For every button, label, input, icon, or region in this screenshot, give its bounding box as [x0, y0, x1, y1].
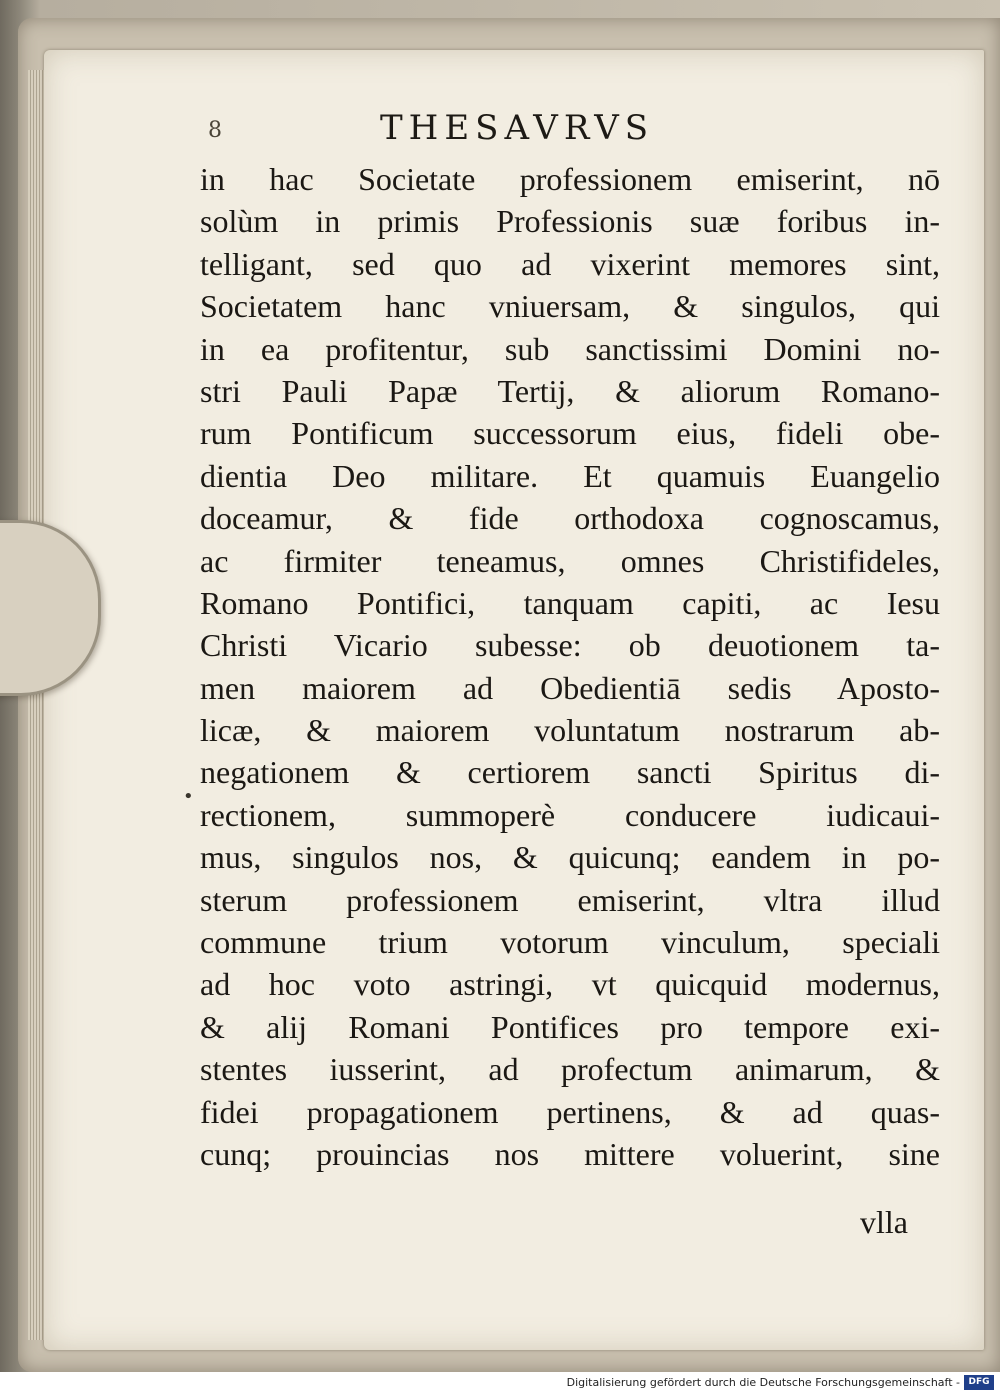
page-edges: [28, 70, 44, 1340]
text-line: Romano Pontifici, tanquam capiti, ac Iesu: [200, 584, 940, 621]
text-line: cunq; prouincias nos mittere voluerint, sine: [200, 1135, 940, 1172]
text-line: men maiorem ad Obedientiā sedis Aposto-: [200, 669, 940, 706]
funding-credit: Digitalisierung gefördert durch die Deutsche Forschungsgemeinschaft -: [566, 1376, 960, 1389]
text-line: licæ, & maiorem voluntatum nostrarum ab-: [200, 712, 940, 749]
text-line: in hac Societate professionem emiserint, nō: [200, 161, 940, 197]
text-line: stri Pauli Papæ Tertij, & aliorum Romano-: [200, 372, 940, 409]
text-block: [200, 158, 940, 1175]
text-line: ad hoc voto astringi, vt quicquid modernus,: [200, 966, 940, 1003]
margin-mark: •: [183, 786, 194, 807]
text-line: solùm in primis Professionis suæ foribus in-: [200, 203, 940, 240]
footer-bar: [0, 1372, 1000, 1395]
text-line: doceamur, & fide orthodoxa cognoscamus,: [200, 500, 940, 537]
folio-number: 8: [208, 118, 222, 143]
text-line: dientia Deo militare. Et quamuis Euangelio: [200, 457, 940, 494]
text-line: Societatem hanc vniuersam, & singulos, qui: [200, 288, 940, 325]
text-line: sterum professionem emiserint, vltra illud: [200, 881, 940, 918]
text-line: negationem & certiorem sancti Spiritus di-: [200, 754, 940, 791]
catchword: vlla: [860, 1204, 908, 1240]
text-line: rectionem, summoperè conducere iudicaui-: [200, 796, 940, 833]
text-line: rum Pontificum successorum eius, fideli obe-: [200, 415, 940, 452]
text-line: in ea profitentur, sub sanctissimi Domini no-: [200, 330, 940, 367]
text-line: telligant, sed quo ad vixerint memores sint,: [200, 245, 940, 282]
text-line: mus, singulos nos, & quicunq; eandem in po-: [200, 839, 940, 876]
running-head: THESAVRVS: [380, 108, 655, 148]
text-line: ac firmiter teneamus, omnes Christifideles,: [200, 542, 940, 579]
text-line: fidei propagationem pertinens, & ad quas-: [200, 1093, 940, 1130]
text-line: commune trium votorum vinculum, speciali: [200, 924, 940, 961]
dfg-logo-icon: DFG: [964, 1375, 994, 1390]
text-line: & alij Romani Pontifices pro tempore exi-: [200, 1008, 940, 1045]
text-line: Christi Vicario subesse: ob deuotionem ta-: [200, 627, 940, 664]
text-line: stentes iusserint, ad profectum animarum, &: [200, 1051, 940, 1088]
